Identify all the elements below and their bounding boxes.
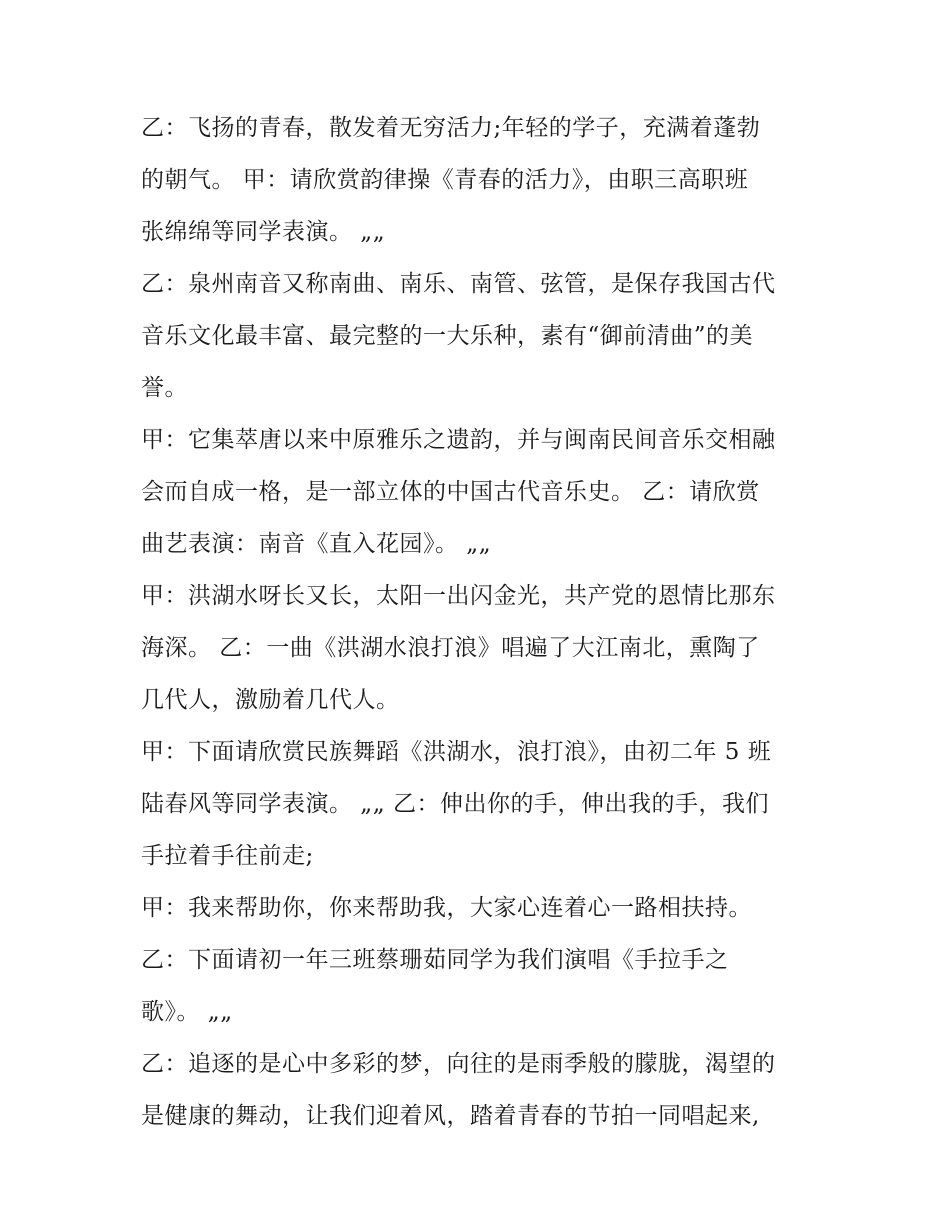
paragraph	[141, 732, 831, 888]
text-line: 是健康的舞动，让我们迎着风，踏着青春的节拍一同唱起来,	[141, 1103, 760, 1129]
text-line: 乙：下面请初一年三班蔡珊茹同学为我们演唱《手拉手之	[141, 947, 729, 973]
paragraph	[141, 940, 831, 1044]
text-line: 会而自成一格，是一部立体的中国古代音乐史。 乙：请欣赏	[141, 479, 760, 505]
text-line: 几代人，激励着几代人。	[141, 687, 400, 713]
text-line: 誉。	[141, 375, 188, 401]
paragraph	[141, 576, 831, 732]
text-line: 甲：我来帮助你，你来帮助我，大家心连着心一路相扶持。	[141, 895, 752, 921]
text-line: 张绵绵等同学表演。 „„	[141, 219, 386, 245]
text-line: 海深。 乙：一曲《洪湖水浪打浪》唱遍了大江南北，熏陶了	[141, 635, 760, 661]
text-line: 曲艺表演：南音《直入花园》。 „„	[141, 531, 492, 557]
text-line: 乙：追逐的是心中多彩的梦，向往的是雨季般的朦胧，渴望的	[141, 1051, 776, 1077]
text-line: 乙：泉州南音又称南曲、南乐、南管、弦管，是保存我国古代	[141, 271, 776, 297]
paragraph	[141, 264, 831, 420]
text-line: 甲：它集萃唐以来中原雅乐之遗韵，并与闽南民间音乐交相融	[141, 427, 776, 453]
text-line: 音乐文化最丰富、最完整的一大乐种，素有“御前清曲”的美	[141, 323, 754, 349]
text-line: 陆春风等同学表演。 „„ 乙：伸出你的手，伸出我的手，我们	[141, 791, 769, 817]
text-line: 甲：洪湖水呀长又长，太阳一出闪金光，共产党的恩情比那东	[141, 583, 776, 609]
paragraph	[141, 420, 831, 576]
text-line: 的朝气。 甲：请欣赏韵律操《青春的活力》，由职三高职班	[141, 167, 749, 193]
text-line: 甲：下面请欣赏民族舞蹈《洪湖水，浪打浪》，由初二年 5 班	[141, 739, 772, 765]
document-body	[141, 108, 831, 1148]
paragraph	[141, 888, 831, 940]
paragraph	[141, 108, 831, 264]
text-line: 手拉着手往前走;	[141, 843, 314, 869]
paragraph	[141, 1044, 831, 1148]
text-line: 歌》。 „„	[141, 999, 233, 1025]
text-line: 乙：飞扬的青春，散发着无穷活力;年轻的学子，充满着蓬勃	[141, 115, 761, 141]
